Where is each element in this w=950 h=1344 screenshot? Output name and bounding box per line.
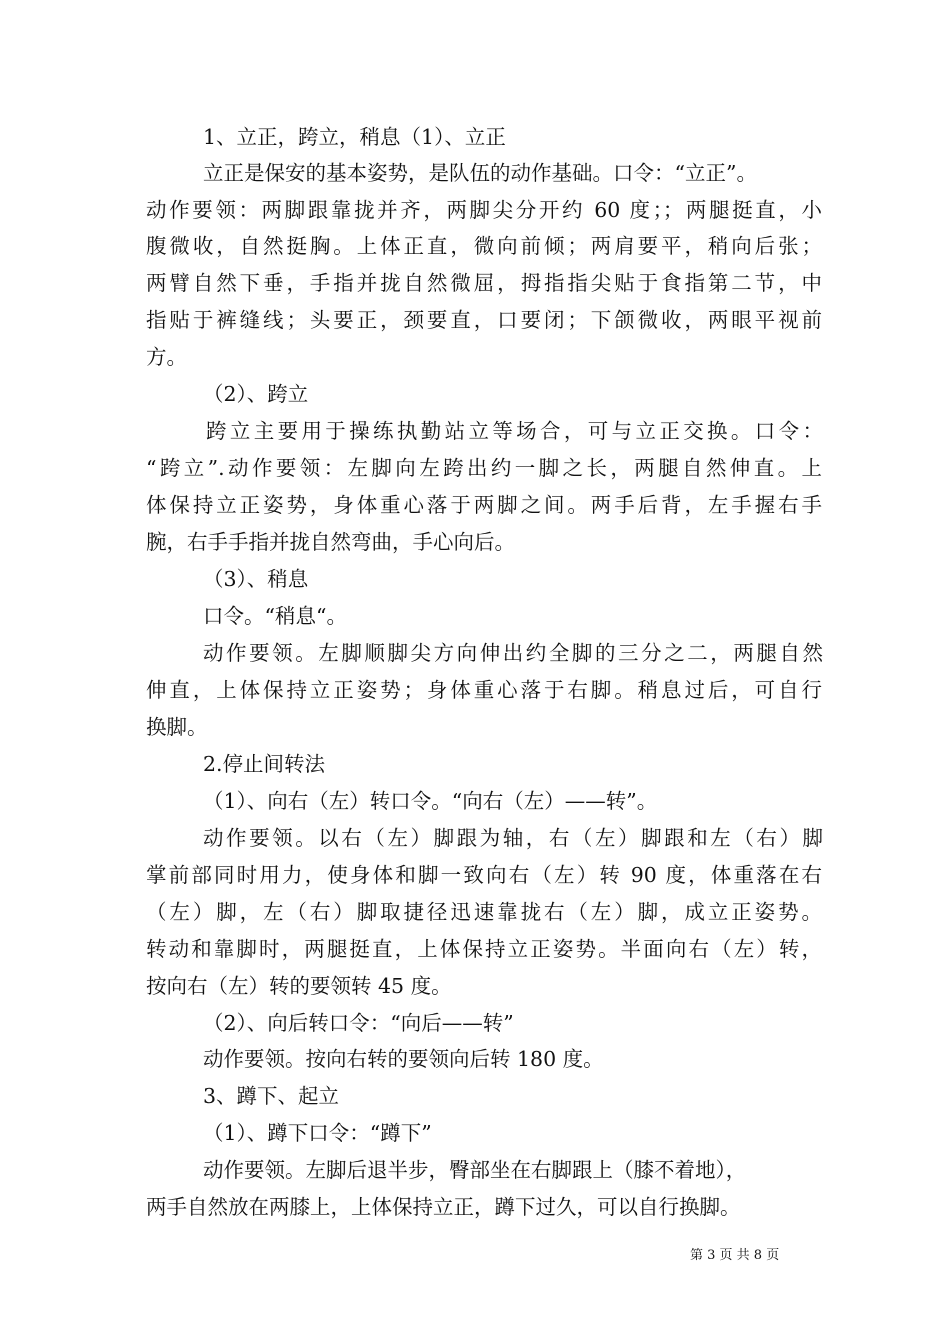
paragraph-line: 动作要领。左脚后退半步，臀部坐在右脚跟上（膝不着地）， (203, 1158, 747, 1182)
paragraph-line: 体保持立正姿势，身体重心落于两脚之间。两手后背，左手握右手 (146, 493, 822, 517)
subheading: （1）、向右（左）转口令。“向右（左）——转”。 (203, 789, 658, 813)
subheading: （2）、向后转口令：“向后——转” (203, 1011, 514, 1035)
paragraph-line: 方。 (146, 345, 187, 369)
paragraph-line: 腕，右手手指并拢自然弯曲，手心向后。 (146, 530, 515, 554)
paragraph-line: 换脚。 (146, 715, 208, 739)
paragraph-line: 动作要领。左脚顺脚尖方向伸出约全脚的三分之二，两腿自然 (203, 641, 823, 665)
paragraph-line: 动作要领。按向右转的要领向后转 180 度。 (203, 1047, 604, 1071)
subheading: （2）、跨立 (203, 382, 309, 406)
paragraph-line: “跨立”.动作要领：左脚向左跨出约一脚之长，两腿自然伸直。上 (146, 456, 822, 480)
subheading: （1）、蹲下口令：“蹲下” (203, 1121, 432, 1145)
paragraph-line: 立正是保安的基本姿势，是队伍的动作基础。口令：“立正”。 (203, 161, 757, 185)
subheading: （3）、稍息 (203, 567, 309, 591)
heading-1: 1、立正，跨立，稍息（1）、立正 (203, 125, 506, 149)
paragraph-line: 口令。“稍息“。 (203, 604, 347, 628)
paragraph-line: 掌前部同时用力，使身体和脚一致向右（左）转 90 度，体重落在右 (146, 863, 822, 887)
paragraph-line: 两手自然放在两膝上，上体保持立正，蹲下过久，可以自行换脚。 (146, 1195, 741, 1219)
paragraph-line: 按向右（左）转的要领转 45 度。 (146, 974, 452, 998)
paragraph-line: 伸直，上体保持立正姿势；身体重心落于右脚。稍息过后，可自行 (146, 678, 822, 702)
paragraph-line: 跨立主要用于操练执勤站立等场合，可与立正交换。口令： (206, 419, 823, 443)
paragraph-line: 腹微收，自然挺胸。上体正直，微向前倾；两肩要平，稍向后张； (146, 234, 822, 258)
heading-3: 3、蹲下、起立 (203, 1084, 340, 1108)
paragraph-line: 指贴于裤缝线；头要正，颈要直，口要闭；下颌微收，两眼平视前 (146, 308, 822, 332)
paragraph-line: 动作要领：两脚跟靠拢并齐，两脚尖分开约 60 度；；两腿挺直，小 (146, 198, 822, 222)
page-footer: 第 3 页 共 8 页 (690, 1248, 780, 1263)
paragraph-line: （左）脚，左（右）脚取捷径迅速靠拢右（左）脚，成立正姿势。 (146, 900, 822, 924)
paragraph-line: 转动和靠脚时，两腿挺直，上体保持立正姿势。半面向右（左）转， (146, 937, 822, 961)
heading-2: 2.停止间转法 (203, 752, 326, 776)
paragraph-line: 两臂自然下垂，手指并拢自然微屈，拇指指尖贴于食指第二节，中 (146, 271, 822, 295)
paragraph-line: 动作要领。以右（左）脚跟为轴，右（左）脚跟和左（右）脚 (203, 826, 823, 850)
